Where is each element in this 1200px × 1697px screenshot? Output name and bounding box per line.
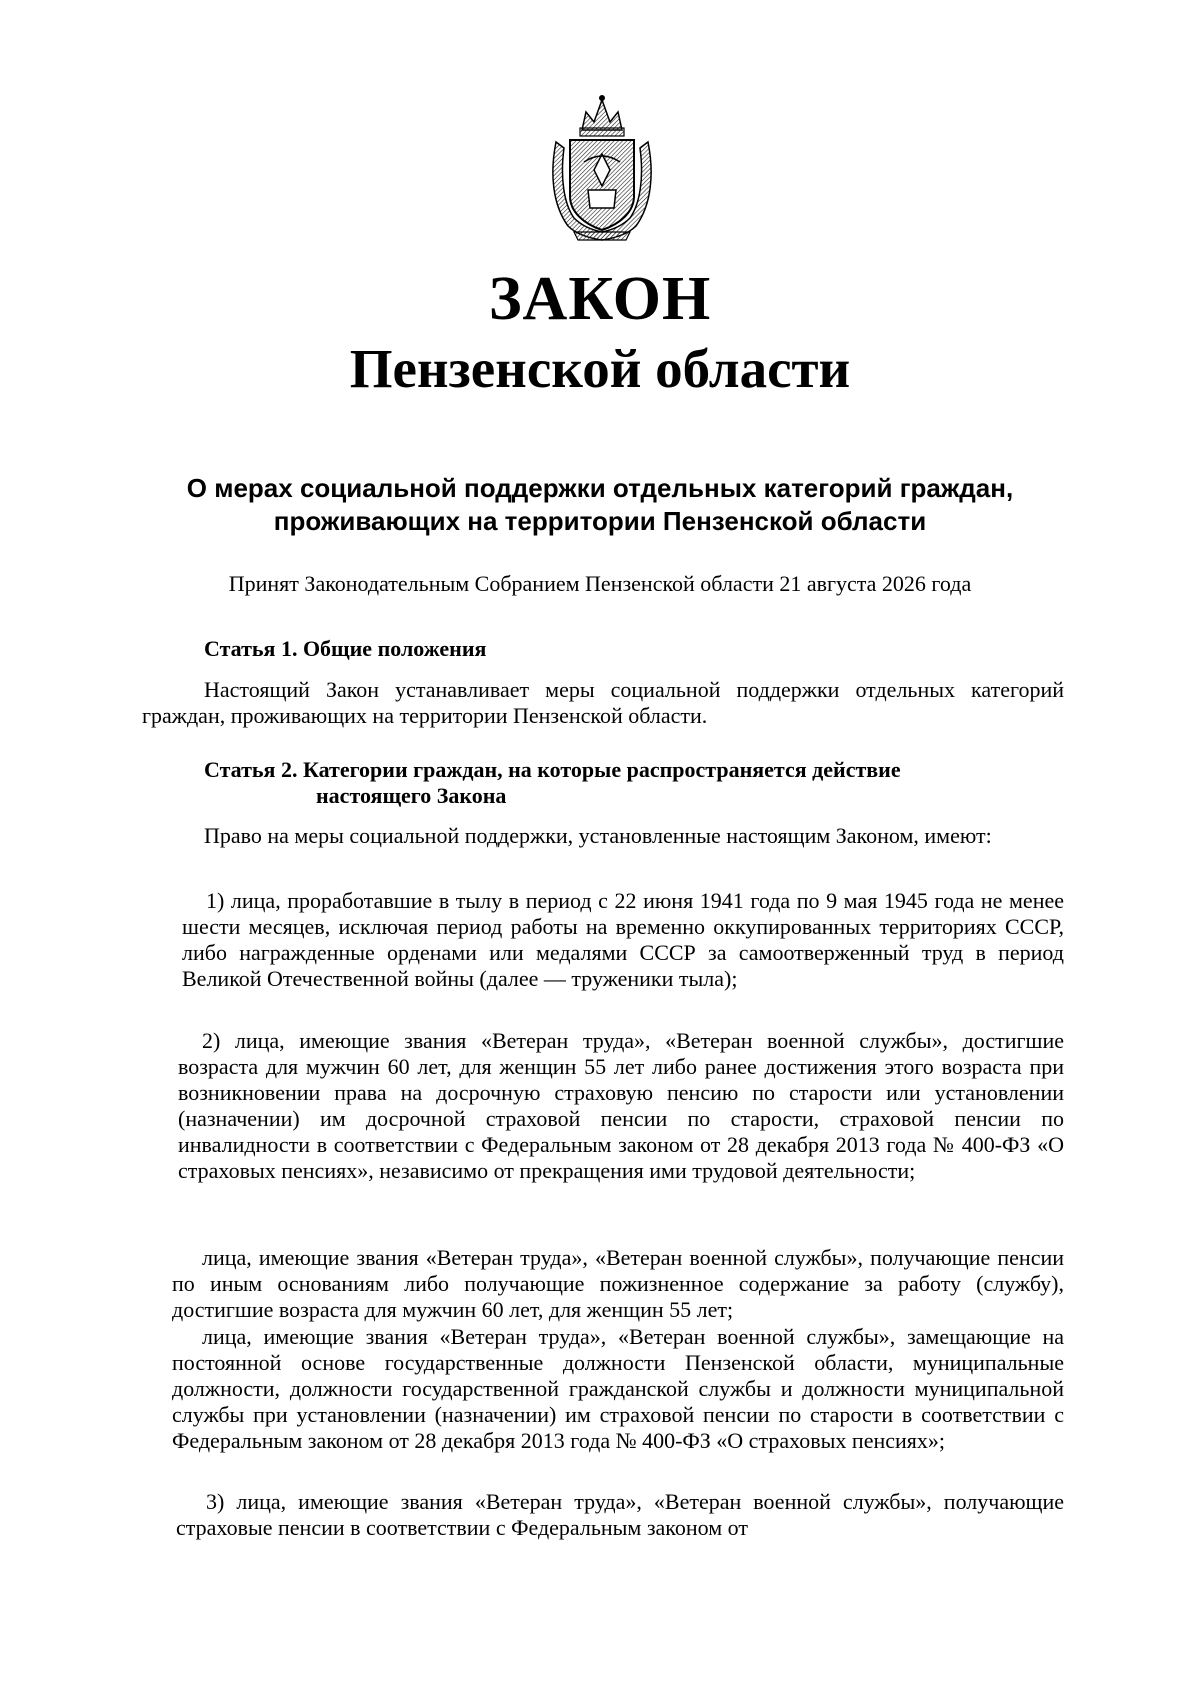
penza-coat-of-arms-icon — [548, 92, 656, 242]
list-item: лица, имеющие звания «Ветеран труда», «Ветеран военной службы», замещающие на постоянной основе государственные должности Пензенской области, муниципальные должности, должности государственной гражданской службы и должности муниципальной службы при установлении (назначении) им страховой пенсии по старости в соответствии с Федеральным законом от 28 декабря 2013 года № 400-ФЗ «О страховых пенсиях»; — [172, 1324, 1064, 1453]
article-2-intro: Право на меры социальной поддержки, установленные настоящим Законом, имеют: — [204, 823, 992, 848]
document-subtitle: Пензенской области — [349, 338, 851, 399]
article-1-paragraph: Настоящий Закон устанавливает меры социальной поддержки отдельных категорий граждан, проживающих на территории Пензенской области. — [142, 677, 1064, 728]
list-item: 3) лица, имеющие звания «Ветеран труда», «Ветеран военной службы», получающие страховые пенсии в соответствии с Федеральным законом от — [176, 1489, 1064, 1540]
article-2-title-line2: настоящего Закона — [316, 783, 507, 808]
list-item: 2) лица, имеющие звания «Ветеран труда», «Ветеран военной службы», достигшие возраста для мужчин 60 лет, для женщин 55 лет либо ранее достижения этого возраста при возникновении права на досрочную страховую пенсию по старости или установлении (назначении) им досрочной страховой пенсии по старости, страховой пенсии по инвалидности в соответствии с Федеральным законом от 28 декабря 2013 года № 400-ФЗ «О страховых пенсиях», независимо от прекращения ими трудовой деятельности; — [178, 1028, 1064, 1183]
list-item: 1) лица, проработавшие в тылу в период с 22 июня 1941 года по 9 мая 1945 года не менее шести месяцев, исключая период работы на временно оккупированных территориях СССР, либо награжденные орденами или медалями СССР за самоотверженный труд в период Великой Отечественной войны (далее — труженики тыла); — [182, 888, 1064, 991]
document-title: ЗАКОН — [488, 265, 712, 333]
list-item: лица, имеющие звания «Ветеран труда», «Ветеран военной службы», получающие пенсии по иным основаниям либо получающие пожизненное содержание за работу (службу), достигшие возраста для мужчин 60 лет, для женщин 55 лет; — [172, 1245, 1064, 1322]
law-heading: О мерах социальной поддержки отдельных категорий граждан, проживающих на территории Пензенской области — [186, 473, 1014, 536]
article-1-title: Статья 1. Общие положения — [204, 636, 487, 661]
adoption-line: Принят Законодательным Собранием Пензенской области 21 августа 2026 года — [228, 571, 972, 596]
article-2-title-line1: Статья 2. Категории граждан, на которые распространяется действие — [204, 757, 901, 782]
